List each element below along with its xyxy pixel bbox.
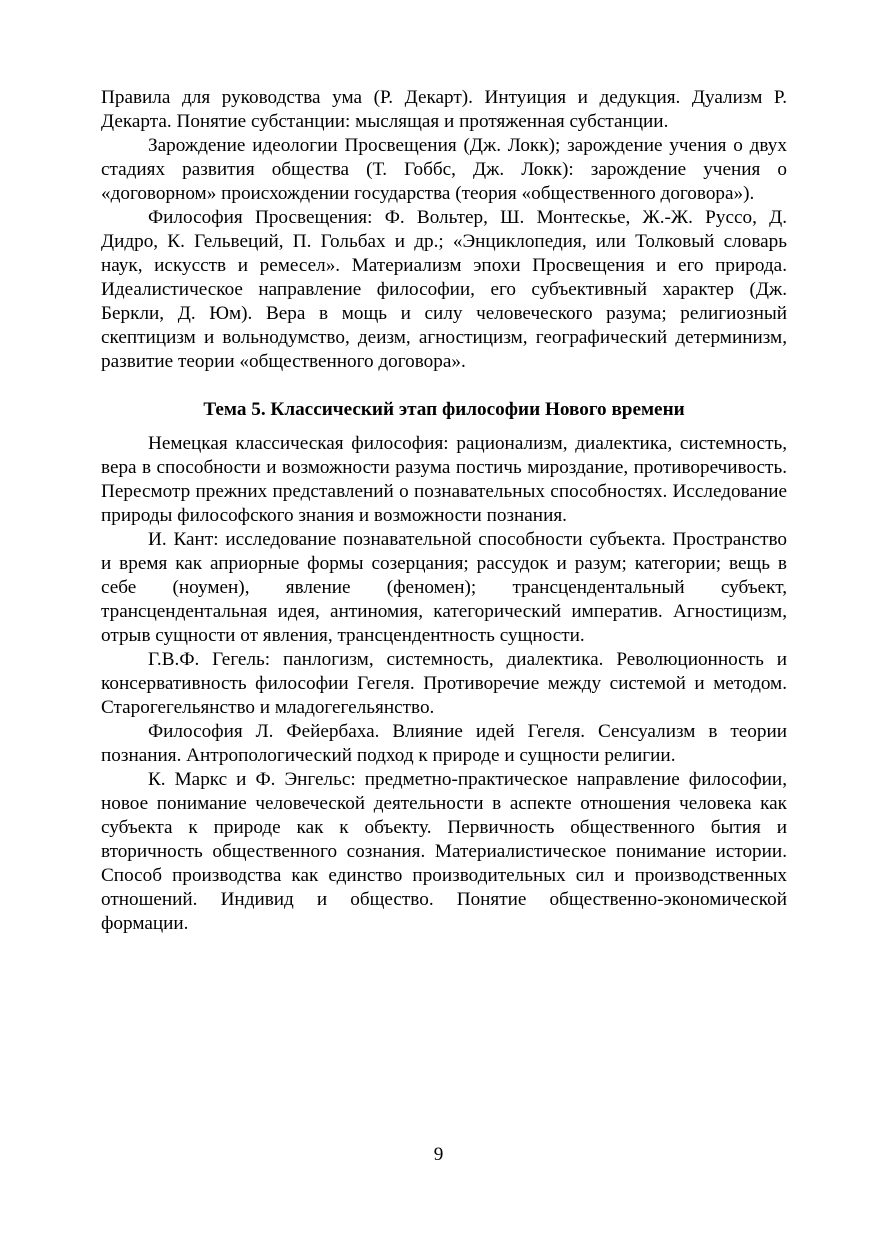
paragraph-marx-engels: К. Маркс и Ф. Энгельс: предметно-практическое направление философии, новое понимание человеческой деятельности в аспекте отношения человека как субъекта к природе как к объекту. Первичность общественного бытия и вторичность общественного сознания. Материалистическое понимание истории. Способ производства как единство производительных сил и производственных отношений. Индивид и общество. Понятие общественно-экономической формации. bbox=[101, 769, 787, 934]
page-number: 9 bbox=[433, 1144, 444, 1165]
paragraph-feuerbach: Философия Л. Фейербаха. Влияние идей Гегеля. Сенсуализм в теории познания. Антропологический подход к природе и сущности религии. bbox=[101, 721, 787, 766]
paragraph-german-classical: Немецкая классическая философия: рационализм, диалектика, системность, вера в способности и возможности разума постичь мироздание, противоречивость. Пересмотр прежних представлений о познавательных способностях. Исследование природы философского знания и возможности познания. bbox=[101, 433, 787, 526]
topic-heading: Тема 5. Классический этап философии Нового времени bbox=[203, 399, 685, 420]
paragraph-kant: И. Кант: исследование познавательной способности субъекта. Пространство и время как априорные формы созерцания; рассудок и разум; категории; вещь в себе (ноумен), явление (феномен); трансцендентальный субъект, трансцендентальная идея, антиномия, категорический императив. Агностицизм, отрыв сущности от явления, трансцендентность сущности. bbox=[101, 529, 787, 646]
page-content bbox=[101, 86, 787, 936]
paragraph-descartes: Правила для руководства ума (Р. Декарт). Интуиция и дедукция. Дуализм Р. Декарта. Понятие субстанции: мыслящая и протяженная субстанции. bbox=[101, 87, 787, 132]
paragraph-hegel: Г.В.Ф. Гегель: панлогизм, системность, диалектика. Революционность и консервативность философии Гегеля. Противоречие между системой и методом. Старогегельянство и младогегельянство. bbox=[101, 649, 787, 718]
paragraph-enlightenment-origins: Зарождение идеологии Просвещения (Дж. Локк); зарождение учения о двух стадиях развития общества (Т. Гоббс, Дж. Локк): зарождение учения о «договорном» происхождении государства (теория «общественного договора»). bbox=[101, 135, 787, 204]
paragraph-enlightenment-philosophy: Философия Просвещения: Ф. Вольтер, Ш. Монтескье, Ж.-Ж. Руссо, Д. Дидро, К. Гельвеций, П. Гольбах и др.; «Энциклопедия, или Толковый словарь наук, искусств и ремесел». Материализм эпохи Просвещения и его природа. Идеалистическое направление философии, его субъективный характер (Дж. Беркли, Д. Юм). Вера в мощь и силу человеческого разума; религиозный скептицизм и вольнодумство, деизм, агностицизм, географический детерминизм, развитие теории «общественного договора». bbox=[101, 207, 787, 372]
